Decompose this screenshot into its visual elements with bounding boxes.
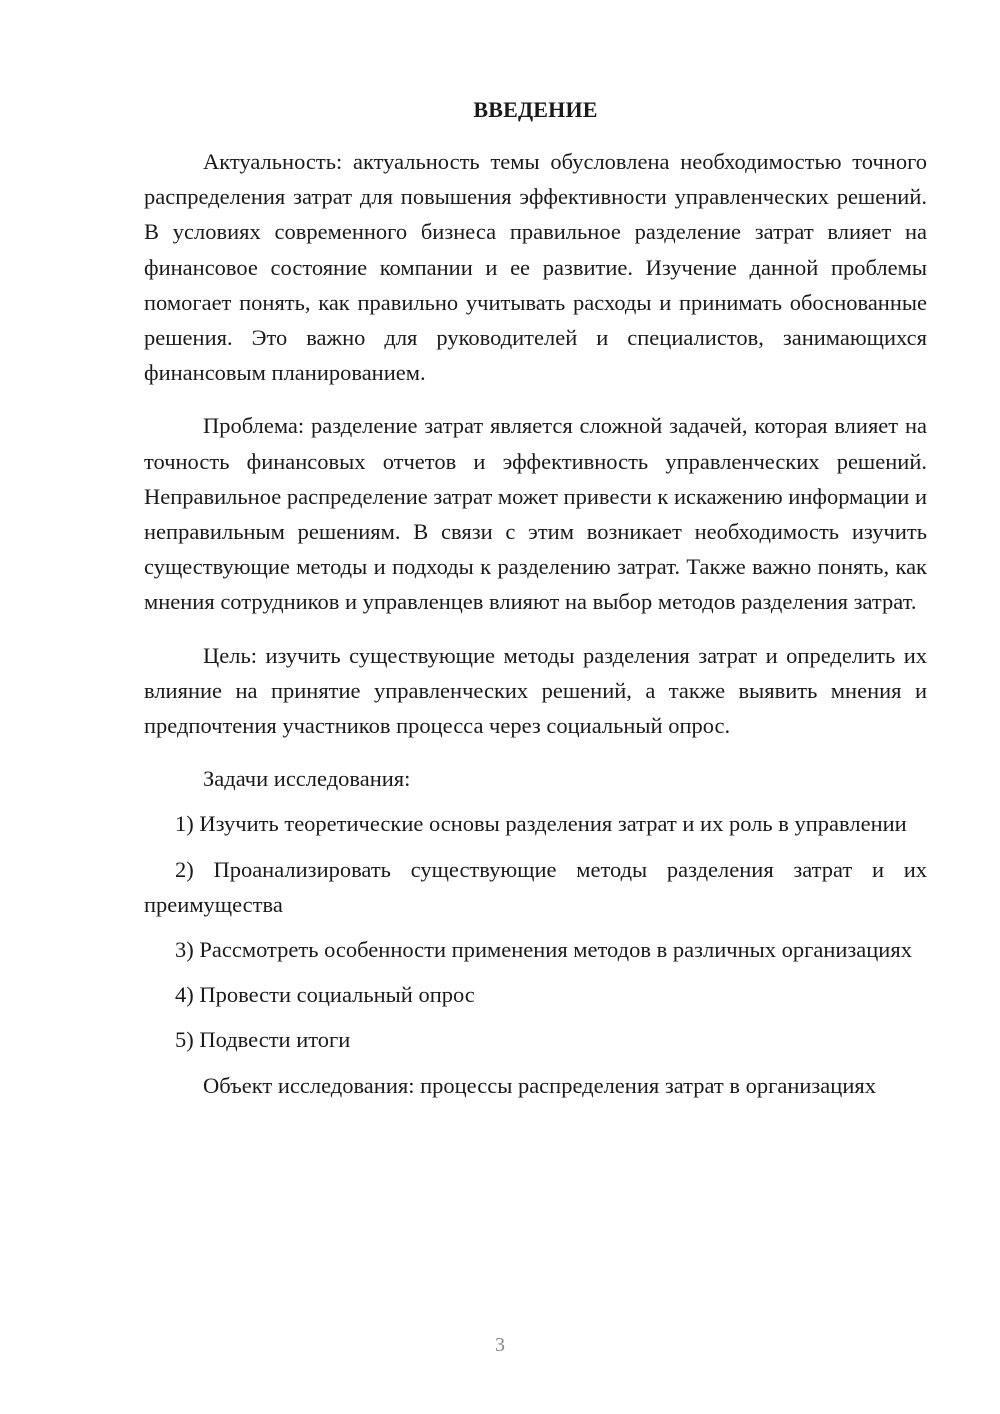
task-item-5: 5) Подвести итоги: [175, 1027, 351, 1053]
task-item-2: 2) Проанализировать существующие методы разделения затрат и их преимущества: [144, 856, 927, 917]
problem-paragraph: Проблема: разделение затрат является сложной задачей, которая влияет на точность финансовых отчетов и эффективность управленческих решений. Неправильное распределение затрат может привести к искажению информации и неправильным решениям. В связи с этим возникает необходимость изучить существующие методы и подходы к разделению затрат. Также важно понять, как мнения сотрудников и управленцев влияют на выбор методов разделения затрат.: [144, 413, 927, 615]
goal-paragraph: Цель: изучить существующие методы разделения затрат и определить их влияние на принятие управленческих решений, а также выявить мнения и предпочтения участников процесса через социальный опрос.: [144, 642, 927, 739]
object-paragraph: Объект исследования: процессы распределения затрат в организациях: [203, 1072, 876, 1098]
task-item-4: 4) Провести социальный опрос: [175, 982, 475, 1008]
page-number: 3: [495, 1334, 505, 1356]
task-item-3: 3) Рассмотреть особенности применения методов в различных организациях: [175, 937, 912, 963]
relevance-paragraph: Актуальность: актуальность темы обусловлена необходимостью точного распределения затрат для повышения эффективности управленческих решений. В условиях современного бизнеса правильное разделение затрат влияет на финансовое состояние компании и ее развитие. Изучение данной проблемы помогает понять, как правильно учитывать расходы и принимать обоснованные решения. Это важно для руководителей и специалистов, занимающихся финансовым планированием.: [144, 149, 927, 386]
task-item-1: 1) Изучить теоретические основы разделения затрат и их роль в управлении: [175, 811, 907, 837]
tasks-heading: Задачи исследования:: [203, 766, 411, 792]
section-title: ВВЕДЕНИЕ: [473, 97, 598, 122]
document-page: [144, 96, 927, 1121]
